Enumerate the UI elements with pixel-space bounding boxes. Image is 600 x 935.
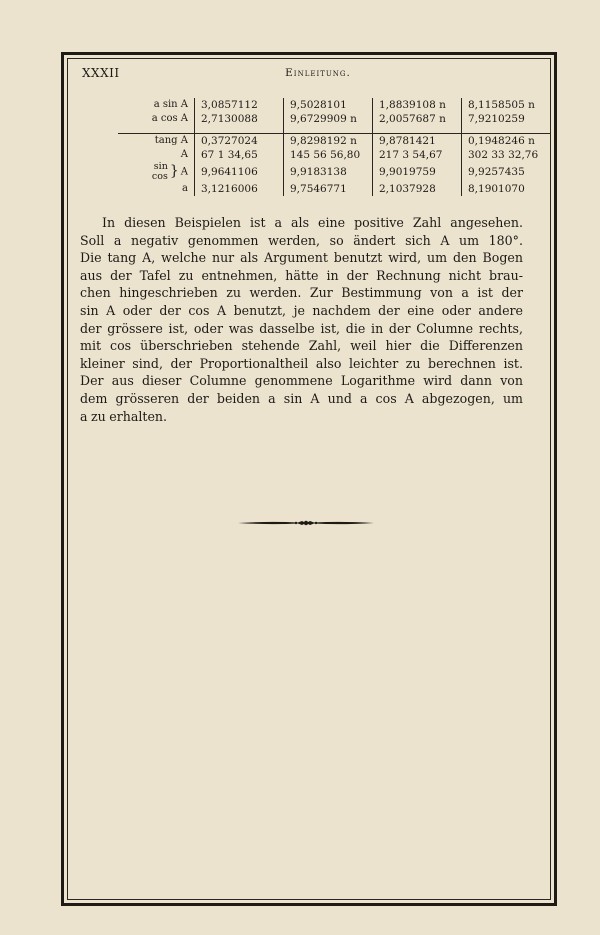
table-row bbox=[118, 162, 550, 182]
text-line: kleiner sind, der Proportionaltheil also leichter zu berechnen ist. bbox=[80, 355, 523, 371]
table-row bbox=[118, 182, 550, 196]
table-row bbox=[118, 112, 550, 126]
table-cell: 1,8839108 n bbox=[373, 98, 462, 112]
table-cell: 9,6729909 n bbox=[284, 112, 373, 126]
row-label: a cos A bbox=[151, 113, 188, 124]
body-paragraph bbox=[80, 214, 523, 425]
table-cell: 3,0857112 bbox=[195, 98, 284, 112]
angle-label: A bbox=[180, 166, 188, 178]
running-title: Einleitung. bbox=[285, 67, 351, 79]
table-cell: 217 3 54,67 bbox=[373, 148, 462, 162]
text-line: Die tang A, welche nur als Argument benutzt wird, um den Bogen bbox=[80, 250, 523, 266]
table-cell: 9,9183138 bbox=[284, 162, 373, 182]
table-row bbox=[118, 98, 550, 112]
ornamental-rule-icon bbox=[236, 518, 376, 528]
text-line: sin A oder der cos A benutzt, je nachdem der eine oder andere bbox=[80, 302, 523, 318]
table-cell: 7,9210259 bbox=[462, 112, 551, 126]
table-cell: 9,9019759 bbox=[373, 162, 462, 182]
table-row bbox=[118, 148, 550, 162]
text-line: dem grösseren der beiden a sin A und a cos A abgezogen, um bbox=[80, 390, 523, 406]
table-cell: 0,1948246 n bbox=[462, 134, 551, 149]
row-label: A bbox=[180, 149, 188, 160]
page-header bbox=[82, 66, 532, 84]
table-spacer bbox=[118, 126, 550, 134]
table-cell: 9,5028101 bbox=[284, 98, 373, 112]
text-line: mit cos überschrieben stehende Zahl, weil hier die Differenzen bbox=[80, 338, 523, 354]
text-line: aus der Tafel zu entnehmen, hätte in der Rechnung nicht brau- bbox=[80, 267, 523, 283]
table-cell: 0,3727024 bbox=[195, 134, 284, 149]
text-line: chen hingeschrieben zu werden. Zur Bestimmung von a ist der bbox=[80, 285, 523, 301]
table-cell: 2,7130088 bbox=[195, 112, 284, 126]
row-label: a bbox=[182, 183, 188, 194]
sin-cos-stack bbox=[152, 162, 168, 182]
table-row bbox=[118, 134, 550, 149]
text-line: der grössere ist, oder was dasselbe ist, die in der Columne rechts, bbox=[80, 320, 523, 336]
sin-label: sin bbox=[153, 161, 168, 172]
page-number: XXXII bbox=[82, 66, 120, 80]
logarithm-table bbox=[118, 98, 550, 196]
table-cell: 9,8781421 bbox=[373, 134, 462, 149]
table-cell: 8,1901070 bbox=[462, 182, 551, 196]
text-line: In diesen Beispielen ist a als eine positive Zahl angesehen. bbox=[102, 215, 523, 230]
text-line: a zu erhalten. bbox=[80, 408, 168, 424]
table-cell: 9,9641106 bbox=[195, 162, 284, 182]
table-cell: 302 33 32,76 bbox=[462, 148, 551, 162]
table-cell: 67 1 34,65 bbox=[195, 148, 284, 162]
table-cell: 9,7546771 bbox=[284, 182, 373, 196]
text-line: Soll a negativ genommen werden, so ändert sich A um 180°. bbox=[80, 232, 523, 248]
cos-label: cos bbox=[151, 171, 168, 182]
table-cell: 9,8298192 n bbox=[284, 134, 373, 149]
table-cell: 2,0057687 n bbox=[373, 112, 462, 126]
text-line: Der aus dieser Columne genommene Logarithme wird dann von bbox=[80, 373, 523, 389]
table-cell: 2,1037928 bbox=[373, 182, 462, 196]
table-cell: 8,1158505 n bbox=[462, 98, 551, 112]
row-label-sin-cos bbox=[118, 162, 195, 182]
row-label: tang A bbox=[118, 134, 195, 149]
brace-icon: } bbox=[169, 162, 179, 179]
table-cell: 145 56 56,80 bbox=[284, 148, 373, 162]
table-cell: 9,9257435 bbox=[462, 162, 551, 182]
table-cell: 3,1216006 bbox=[195, 182, 284, 196]
row-label: a sin A bbox=[153, 99, 188, 110]
